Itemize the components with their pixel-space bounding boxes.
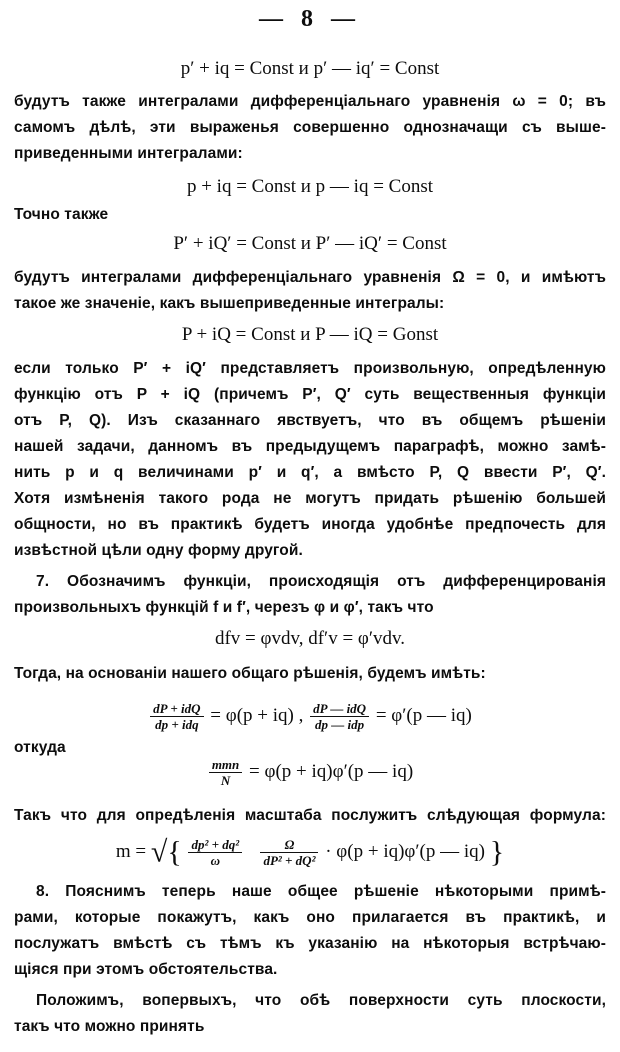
fraction <box>150 701 203 732</box>
equation-3: P′ + iQ′ = Const и P′ — iQ′ = Const <box>173 233 447 254</box>
text-line: Такъ что для опредѣленія масштаба послужитъ слѣдующая формула: <box>14 807 606 824</box>
text-line: послужатъ вмѣстѣ съ тѣмъ къ указанію на нѣкоторыя встрѣчаю- <box>14 935 606 952</box>
numerator: dP + idQ <box>150 701 203 717</box>
equation-5: dfv = φvdv, df′v = φ′vdv. <box>214 628 406 649</box>
equation-2: p + iq = Const и p — iq = Const <box>186 176 434 197</box>
text-line: такъ что можно принять <box>14 1018 205 1035</box>
text-line: будутъ также интегралами дифференціальнаго уравненія ω = 0; въ <box>14 93 606 110</box>
equation-8 <box>0 832 620 873</box>
text-line: нить p и q величинами p′ и q′, а вмѣсто P, Q ввести P′, Q′. <box>14 464 606 481</box>
text-line: откуда <box>14 739 66 756</box>
text-line: такое же значеніе, какъ вышеприведенные интегралы: <box>14 295 445 312</box>
fraction <box>209 757 242 788</box>
text-line: извѣстной цѣли одну форму другой. <box>14 542 303 559</box>
text-line: рами, которые покажутъ, какъ оно прилагается въ практикѣ, и <box>14 909 606 926</box>
sqrt-symbol: √ <box>150 835 168 869</box>
equation-4: P + iQ = Const и P — iQ = Gonst <box>181 324 439 345</box>
equation-part: = φ′(p — iq) <box>375 705 472 726</box>
equation-1: p′ + iq = Const и p′ — iq′ = Const <box>180 58 440 79</box>
text-line: произвольныхъ функцій f и f′, черезъ φ и φ′, такъ что <box>14 599 434 616</box>
fraction <box>310 701 369 732</box>
equation-7 <box>0 754 620 790</box>
equation-part: m = <box>115 841 147 862</box>
fraction <box>260 837 318 868</box>
page-number: — 8 — <box>259 6 361 32</box>
right-brace: } <box>489 835 505 869</box>
text-line: щіяся при этомъ обстоятельства. <box>14 961 278 978</box>
text-line: Тогда, на основаніи нашего общаго рѣшенія, будемъ имѣть: <box>14 665 486 682</box>
left-brace: { <box>167 835 182 869</box>
denominator: dp + idq <box>155 717 199 733</box>
text-line: будутъ интегралами дифференціальнаго уравненія Ω = 0, и имѣютъ <box>14 269 606 286</box>
text-line: приведенными интегралами: <box>14 145 243 162</box>
denominator: N <box>220 773 231 789</box>
equation-part: = φ(p + iq) , <box>210 705 304 726</box>
denominator: ω <box>210 853 221 869</box>
fraction <box>188 837 242 868</box>
numerator: Ω <box>260 837 318 853</box>
text-line: нашей задачи, данномъ въ предыдущемъ параграфѣ, можно замѣ- <box>14 438 606 455</box>
text-line: Положимъ, вопервыхъ, что обѣ поверхности суть плоскости, <box>36 992 606 1009</box>
denominator: dp — idp <box>315 717 365 733</box>
numerator: dP — idQ <box>310 701 369 717</box>
text-line: отъ P, Q). Изъ сказаннаго явствуетъ, что въ общемъ рѣшеніи <box>14 412 606 429</box>
text-line: 7. Обозначимъ функціи, происходящія отъ дифференцированія <box>36 573 606 590</box>
text-line: общности, но въ практикѣ будетъ иногда удобнѣе предпочесть для <box>14 516 606 533</box>
text-line: самомъ дѣлѣ, эти выраженья совершенно однозначащи съ выше- <box>14 119 606 136</box>
text-line: Хотя измѣненія такого рода не могутъ придать рѣшенію большей <box>14 490 606 507</box>
equation-6 <box>0 698 620 734</box>
numerator: dp² + dq² <box>188 837 242 853</box>
text-line: Точно также <box>14 206 109 223</box>
denominator: dP² + dQ² <box>263 853 316 869</box>
equation-part: = φ(p + iq)φ′(p — iq) <box>249 761 414 782</box>
numerator: mmn <box>209 757 242 773</box>
text-line: 8. Пояснимъ теперь наше общее рѣшеніе нѣкоторыми примѣ- <box>36 883 606 900</box>
equation-part: · φ(p + iq)φ′(p — iq) <box>325 841 485 862</box>
text-line: если только P′ + iQ′ представляетъ произвольную, опредѣленную <box>14 360 606 377</box>
text-line: функцію отъ P + iQ (причемъ P′, Q′ суть вещественныя функціи <box>14 386 606 403</box>
